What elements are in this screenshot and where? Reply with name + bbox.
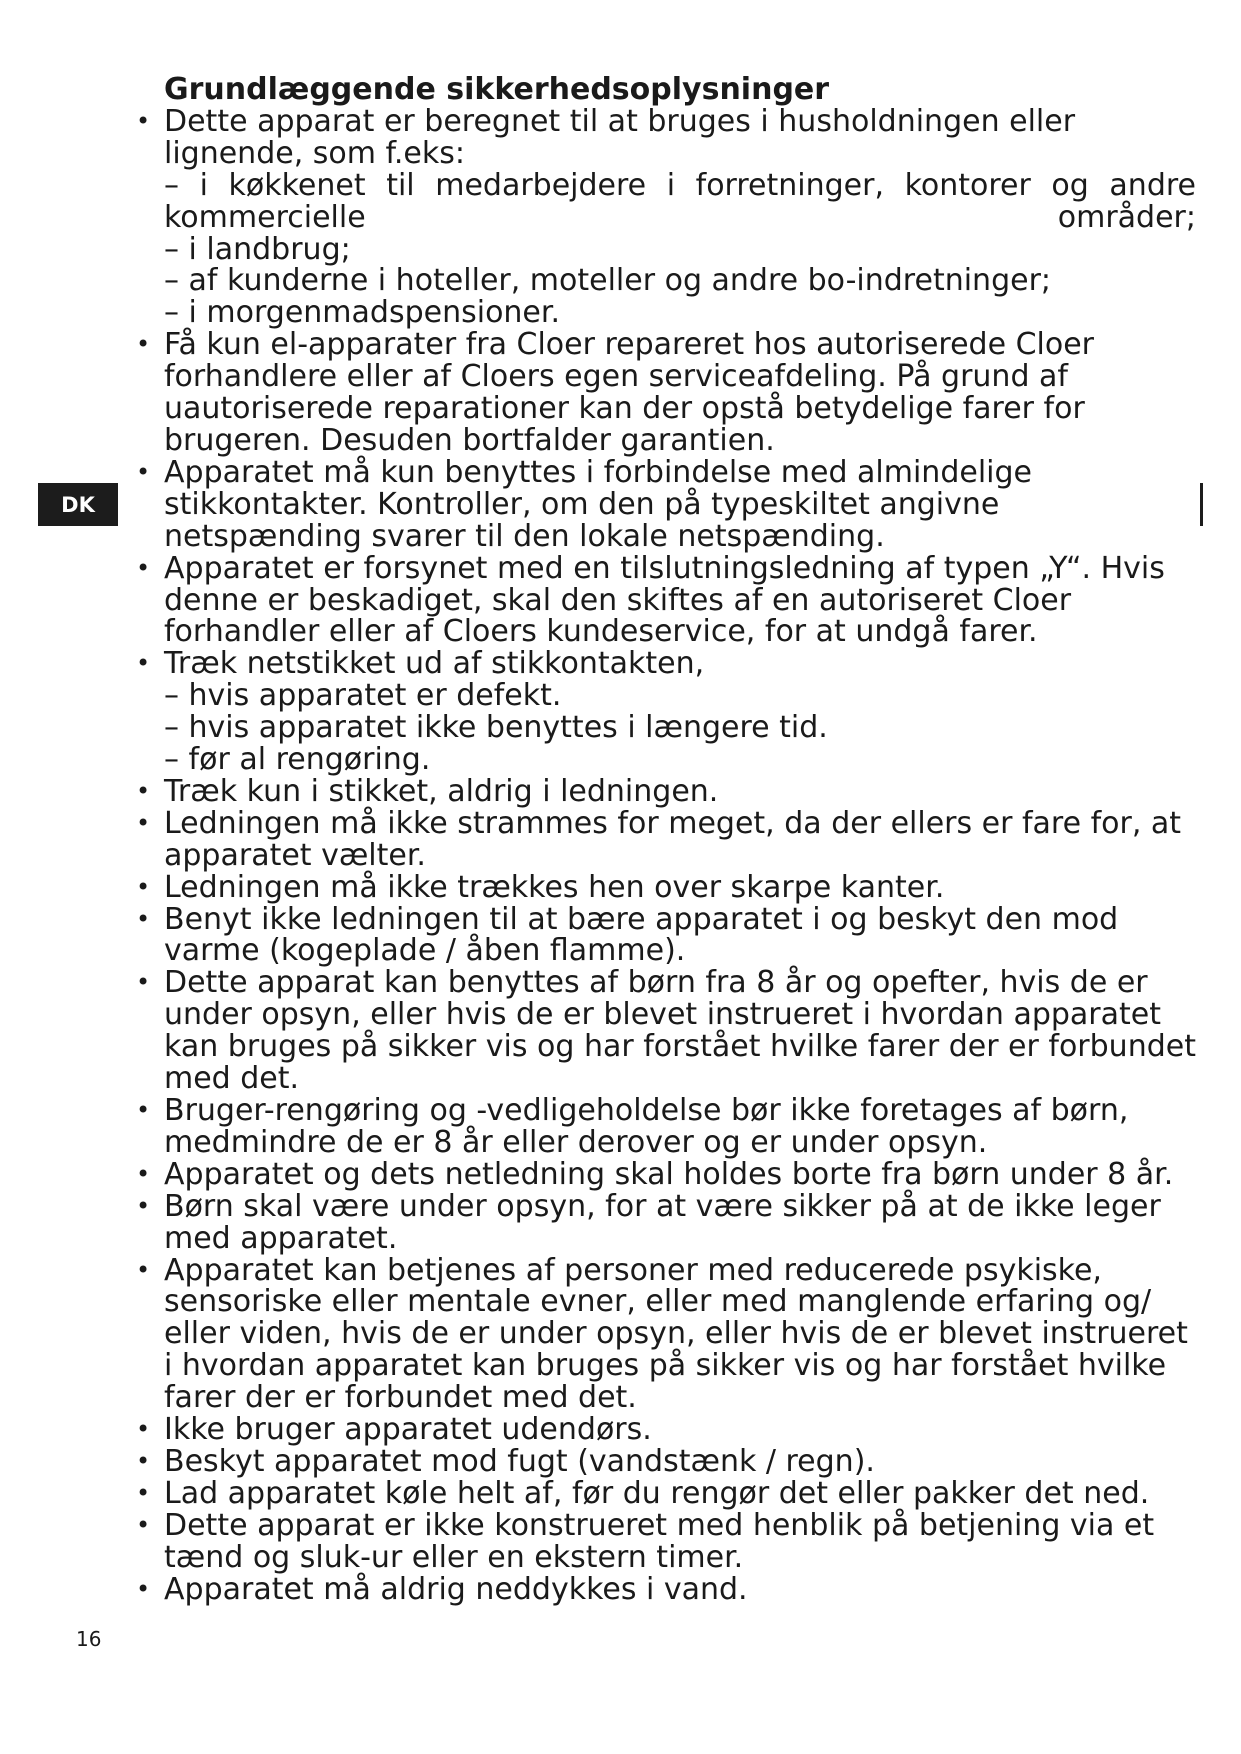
sub-item: – i landbrug; xyxy=(164,231,351,267)
bullet-icon: • xyxy=(136,968,151,997)
item-text: Ledningen må ikke strammes for meget, da der ellers er fare for, at apparatet vælter. xyxy=(164,805,1182,873)
item-text: Apparatet og dets netledning skal holdes borte fra børn under 8 år. xyxy=(164,1156,1174,1192)
bullet-icon: • xyxy=(136,904,151,933)
sub-item: – før al rengøring. xyxy=(164,742,431,778)
item-text: Ikke bruger apparatet udendørs. xyxy=(164,1412,652,1448)
bullet-icon: • xyxy=(136,1415,151,1444)
bullet-icon: • xyxy=(136,1478,151,1507)
item-text: Beskyt apparatet mod fugt (vandstænk / regn). xyxy=(164,1443,875,1479)
page-number: 16 xyxy=(76,1627,102,1651)
bullet-icon: • xyxy=(136,1446,151,1475)
bullet-icon: • xyxy=(136,1159,151,1188)
list-item xyxy=(126,967,1196,1095)
bullet-icon: • xyxy=(136,106,151,135)
sub-item: – af kunderne i hoteller, moteller og andre bo-indretninger; xyxy=(164,263,1052,299)
list-item xyxy=(126,103,1196,331)
item-text: Få kun el-apparater fra Cloer repareret hos autoriserede Cloer forhandlere eller af Cloers egen serviceafdeling. På grund af uautoriserede reparationer kan der opstå betydelige farer for brugeren. Desuden bortfalder garantien. xyxy=(164,327,1095,458)
bullet-icon: • xyxy=(136,872,151,901)
bullet-icon: • xyxy=(136,1510,151,1539)
list-item xyxy=(126,869,1196,905)
list-item xyxy=(126,1507,1196,1575)
language-tab: DK xyxy=(38,483,118,526)
item-text: Dette apparat er beregnet til at bruges i husholdningen eller lignende, som f.eks: xyxy=(164,103,1076,171)
list-item xyxy=(126,454,1196,554)
list-item xyxy=(126,1571,1196,1607)
section-heading: Grundlæggende sikkerhedsoplysninger xyxy=(164,72,830,107)
bullet-icon: • xyxy=(136,553,151,582)
item-text: Børn skal være under opsyn, for at være sikker på at de ikke leger med apparatet. xyxy=(164,1188,1161,1256)
list-item xyxy=(126,1414,1196,1446)
item-text: Benyt ikke ledningen til at bære apparatet i og beskyt den mod varme (kogeplade / åben flamme). xyxy=(164,901,1119,969)
list-item xyxy=(126,329,1196,457)
safety-instructions xyxy=(126,74,1196,1606)
bullet-icon: • xyxy=(136,330,151,359)
item-text: Dette apparat kan benyttes af børn fra 8 år og opefter, hvis de er under opsyn, eller hvis de er blevet instrueret i hvordan apparatet kan bruges på sikker vis og har forstået hvilke farer der er forbundet med det. xyxy=(164,965,1196,1097)
bullet-icon: • xyxy=(136,808,151,837)
item-text: Apparatet kan betjenes af personer med reducerede psykiske, sensoriske eller mentale evner, eller med manglende erfaring og/ eller viden, hvis de er under opsyn, eller hvis de er blevet instrueret i hvordan apparatet kan bruges på sikker vis og har forstået hvilke farer der er forbundet med det. xyxy=(164,1252,1188,1416)
bullet-icon: • xyxy=(136,1096,151,1124)
list-item xyxy=(126,1252,1196,1416)
list-item xyxy=(126,1443,1196,1479)
list-item xyxy=(126,1475,1196,1511)
list-item xyxy=(126,901,1196,969)
item-text: Apparatet må kun benyttes i forbindelse med almindelige stikkontakter. Kontroller, om den på typeskiltet angivne netspænding svarer til den lokale netspænding. xyxy=(164,454,1032,554)
bullet-icon: • xyxy=(136,649,151,678)
item-text: Apparatet må aldrig neddykkes i vand. xyxy=(164,1571,748,1607)
item-text: Bruger-rengøring og -vedligeholdelse bør ikke foretages af børn, medmindre de er 8 år eller derover og er under opsyn. xyxy=(164,1093,1129,1160)
list-item xyxy=(126,1095,1196,1159)
bullet-icon: • xyxy=(136,1191,151,1220)
sub-item: – hvis apparatet er defekt. xyxy=(164,678,562,714)
bullet-icon: • xyxy=(136,457,151,486)
sub-item: – hvis apparatet ikke benyttes i længere tid. xyxy=(164,710,828,746)
item-text: Dette apparat er ikke konstrueret med henblik på betjening via et tænd og sluk-ur eller en ekstern timer. xyxy=(164,1507,1155,1575)
list-item xyxy=(126,773,1196,809)
margin-marker xyxy=(1200,483,1203,526)
sub-item: – i morgenmadspensioner. xyxy=(164,295,561,331)
item-text: Ledningen må ikke trækkes hen over skarpe kanter. xyxy=(164,869,945,905)
bullet-icon: • xyxy=(136,776,151,805)
item-text: Træk kun i stikket, aldrig i ledningen. xyxy=(164,773,719,809)
list-item xyxy=(126,550,1196,650)
list-item xyxy=(126,1188,1196,1256)
bullet-icon: • xyxy=(136,1255,151,1284)
bullet-icon: • xyxy=(136,1574,151,1603)
sub-item: – i køkkenet til medarbejdere i forretninger, kontorer og andre kommercielle områder; xyxy=(164,167,1196,235)
item-text: Lad apparatet køle helt af, før du rengør det eller pakker det ned. xyxy=(164,1475,1150,1511)
list-item xyxy=(126,805,1196,873)
item-text: Træk netstikket ud af stikkontakten, xyxy=(164,646,705,682)
item-text: Apparatet er forsynet med en tilslutningsledning af typen „Y“. Hvis denne er beskadiget, skal den skiftes af en autoriseret Cloer forhandler eller af Cloers kundeservice, for at undgå farer. xyxy=(164,550,1165,650)
list-item xyxy=(126,1156,1196,1192)
list-item xyxy=(126,648,1196,776)
